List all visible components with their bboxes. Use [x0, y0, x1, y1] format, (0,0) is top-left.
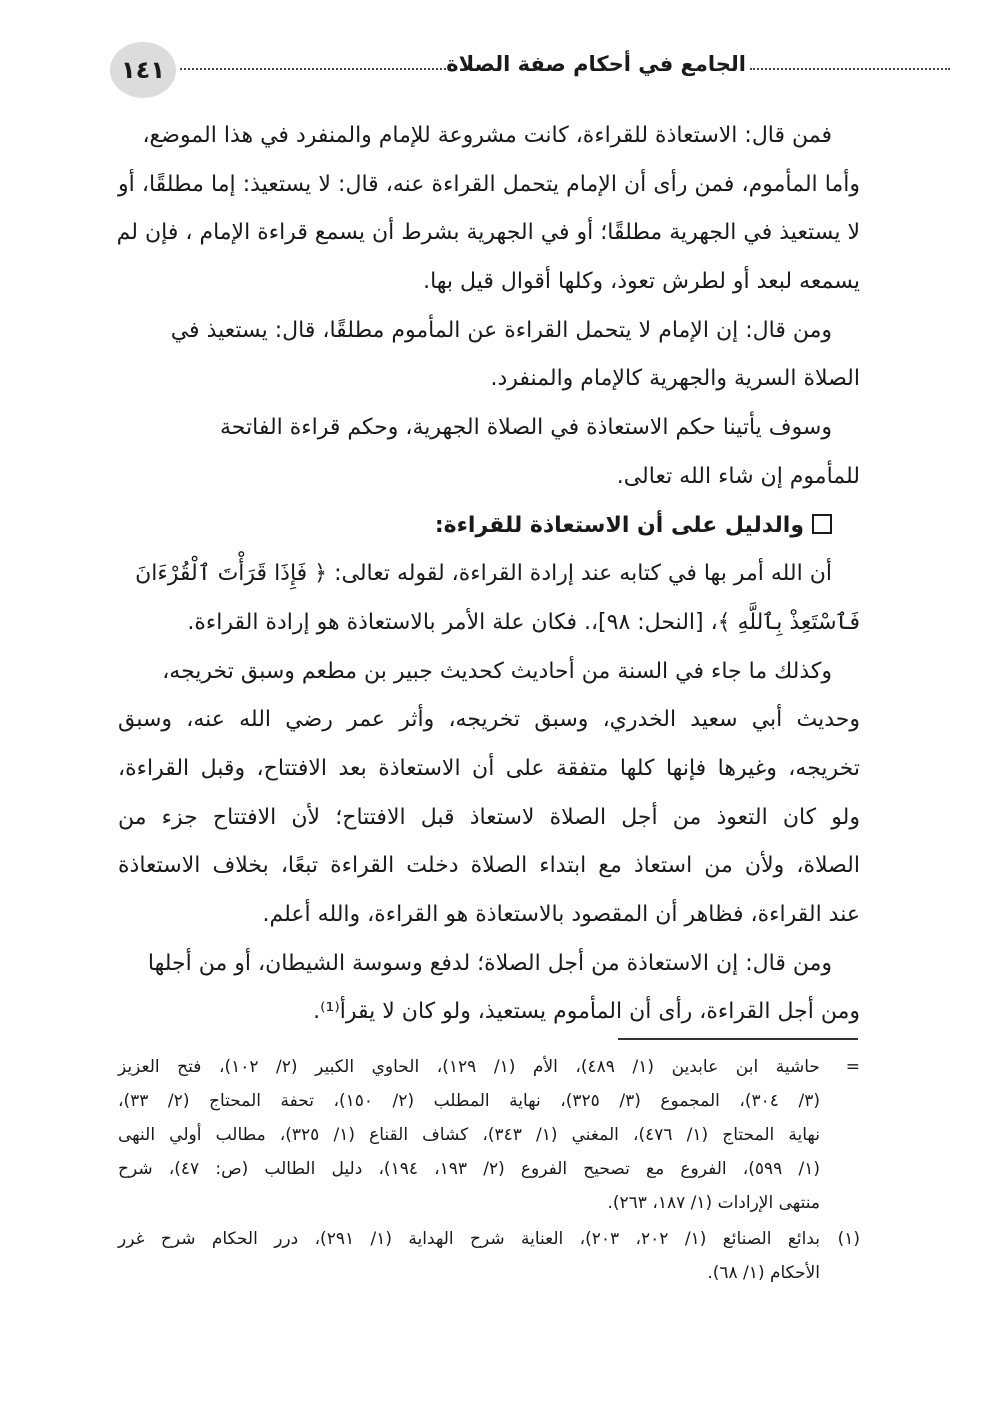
header-dotted-rule-left	[180, 62, 450, 70]
text-line: أن الله أمر بها في كتابه عند إرادة القراءة، لقوله تعالى: ﴿ فَإِذَا قَرَأْتَ ٱلْقُرْءَانَ	[135, 561, 832, 587]
text-line: الصلاة السرية والجهرية كالإمام والمنفرد.	[490, 366, 860, 392]
text-line: فمن قال: الاستعاذة للقراءة، كانت مشروعة للإمام والمنفرد في هذا الموضع،	[142, 123, 832, 148]
text-line: ومن قال: إن الإمام لا يتحمل القراءة عن المأموم مطلقًا، قال: يستعيذ في	[170, 317, 832, 343]
section-heading-text: والدليل على أن الاستعاذة للقراءة:	[434, 512, 804, 538]
footnote-marker: =	[845, 1057, 860, 1077]
main-text	[118, 112, 860, 1037]
running-title: الجامع في أحكام صفة الصلاة	[446, 52, 746, 76]
footnote-separator	[618, 1038, 858, 1040]
text-line: لا يستعيذ في الجهرية مطلقًا؛ أو في الجهرية بشرط أن يسمع قراءة الإمام ، فإن لم	[116, 220, 860, 246]
page-header	[110, 42, 846, 98]
text-line: يسمعه لبعد أو لطرش تعوذ، وكلها أقوال قيل بها.	[423, 269, 860, 295]
checkbox-bullet-icon	[812, 514, 832, 534]
text-line: وأما المأموم، فمن رأى أن الإمام يتحمل القراءة عنه، قال: لا يستعيذ: إما مطلقًا، أو	[118, 171, 860, 197]
text-line: ومن أجل القراءة، رأى أن المأموم يستعيذ، ولو كان لا يقرأ⁽¹⁾.	[313, 999, 860, 1025]
footnote-line: منتهى الإرادات (١/ ١٨٧، ٢٦٣).	[607, 1193, 820, 1213]
footnote-continuation	[118, 1050, 860, 1220]
footnote-line-text: حاشية ابن عابدين (١/ ٤٨٩)، الأم (١/ ١٢٩)، الحاوي الكبير (٢/ ١٠٢)، فتح العزيز	[118, 1057, 820, 1077]
text-line: ومن قال: إن الاستعاذة من أجل الصلاة؛ لدفع وسوسة الشيطان، أو من أجلها	[147, 950, 832, 976]
footnote-line: نهاية المحتاج (١/ ٤٧٦)، المغني (١/ ٣٤٣)، كشاف القناع (١/ ٣٢٥)، مطالب أولي النهى	[118, 1125, 820, 1145]
section-heading	[118, 502, 860, 551]
text-line: وسوف يأتينا حكم الاستعاذة في الصلاة الجهرية، وحكم قراءة الفاتحة	[220, 415, 832, 441]
text-line: تخريجه، وغيرها فإنها كلها متفقة على أن الاستعاذة بعد الافتتاح، وقبل القراءة،	[118, 755, 860, 781]
footnotes	[118, 1050, 860, 1292]
footnote-line: (٣/ ٣٠٤)، المجموع (٣/ ٣٢٥)، نهاية المطلب (٢/ ١٥٠)، تحفة المحتاج (٢/ ٣٣)،	[118, 1091, 820, 1111]
text-line: وكذلك ما جاء في السنة من أحاديث كحديث جبير بن مطعم وسبق تخريجه،	[162, 658, 832, 684]
footnote-line	[118, 1222, 860, 1256]
footnote-line-text: بدائع الصنائع (١/ ٢٠٢، ٢٠٣)، العناية شرح الهداية (١/ ٢٩١)، درر الحكام شرح غرر	[118, 1229, 820, 1249]
text-line: عند القراءة، فظاهر أن المقصود بالاستعاذة هو القراءة، والله أعلم.	[262, 902, 860, 927]
text-line: ولو كان التعوذ من أجل الصلاة لاستعاذ قبل الافتتاح؛ لأن الافتتاح جزء من	[118, 804, 860, 830]
footnote-line	[118, 1050, 860, 1084]
footnote-1	[118, 1222, 860, 1290]
text-line: فَٱسْتَعِذْ بِٱللَّهِ ﴾، [النحل: ٩٨]،. فكان علة الأمر بالاستعاذة هو إرادة القراءة.	[187, 609, 860, 635]
footnote-marker: (١)	[837, 1229, 860, 1249]
text-line: الصلاة، ولأن من استعاذ مع ابتداء الصلاة دخلت القراءة تبعًا، بخلاف الاستعاذة	[118, 853, 860, 879]
footnote-line: الأحكام (١/ ٦٨).	[707, 1263, 820, 1283]
text-line: وحديث أبي سعيد الخدري، وسبق تخريجه، وأثر عمر رضي الله عنه، وسبق	[118, 707, 860, 733]
header-dotted-rule-right	[750, 62, 950, 70]
page-number: ١٤١	[110, 42, 176, 98]
footnote-line: (١/ ٥٩٩)، الفروع مع تصحيح الفروع (٢/ ١٩٣، ١٩٤)، دليل الطالب (ص: ٤٧)، شرح	[118, 1159, 820, 1179]
text-line: للمأموم إن شاء الله تعالى.	[616, 463, 860, 489]
